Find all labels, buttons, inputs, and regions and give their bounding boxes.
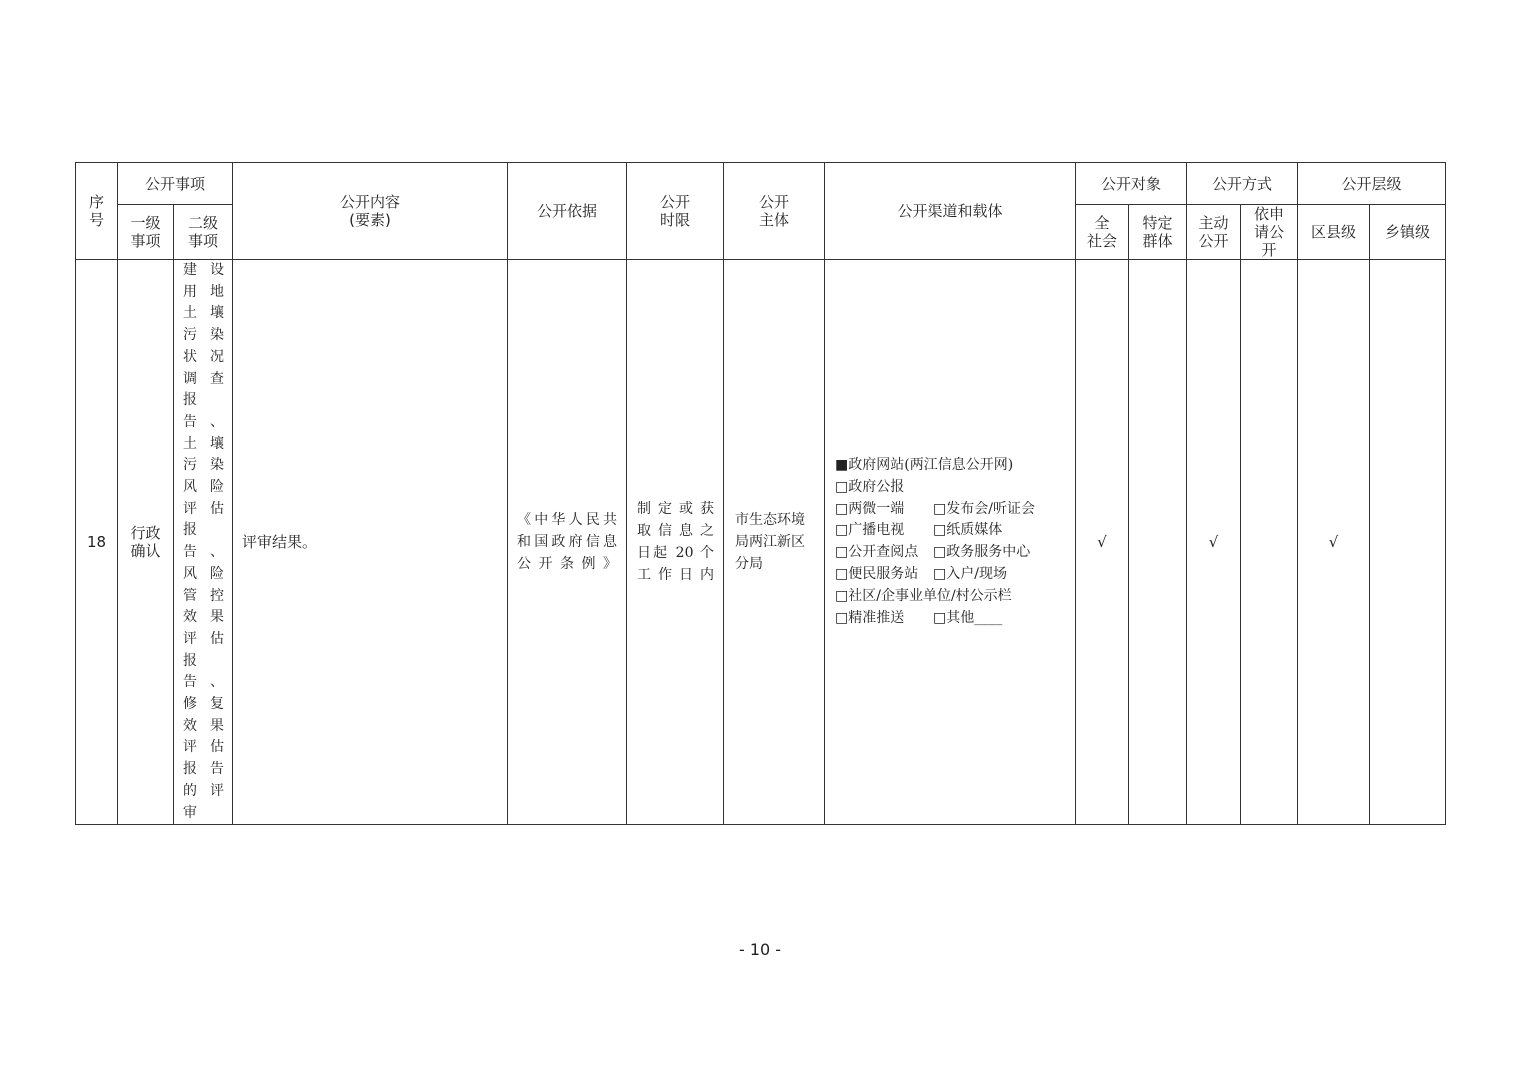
row-basis-text bbox=[517, 509, 617, 575]
channel-option: □其他____ bbox=[933, 609, 1003, 626]
channel-option-line bbox=[835, 477, 1075, 499]
table-row bbox=[76, 260, 1446, 825]
header-method-request-label: 依申 请公 开 bbox=[1254, 205, 1285, 259]
header-target-specific bbox=[1129, 205, 1187, 260]
header-content bbox=[233, 163, 508, 260]
channel-option-line bbox=[835, 499, 1075, 521]
row-time-limit-text bbox=[637, 498, 714, 586]
text-line: 报告、 bbox=[183, 522, 225, 561]
channel-option: □公开查阅点 bbox=[835, 544, 919, 561]
text-line: 风险 bbox=[183, 565, 225, 582]
text-line: 报告 bbox=[183, 761, 225, 778]
text-line: 取信息之 bbox=[637, 523, 715, 540]
header-subject bbox=[724, 163, 825, 260]
header-matter-l1-label: 一级 事项 bbox=[130, 214, 161, 250]
text-line: 土壤 bbox=[183, 435, 225, 452]
text-line: 污染 bbox=[183, 327, 225, 344]
row-time-limit bbox=[627, 260, 724, 825]
text-line: 评估 bbox=[183, 630, 225, 647]
text-line: 风险 bbox=[183, 479, 225, 496]
row-channels bbox=[825, 260, 1076, 825]
channel-option: □发布会/听证会 bbox=[933, 500, 1035, 517]
channel-option-line bbox=[835, 586, 1075, 608]
header-matter-l1 bbox=[118, 205, 174, 260]
channel-option: □社区/企事业单位/村公示栏 bbox=[835, 587, 1012, 604]
header-level-county: 区县级 bbox=[1298, 205, 1370, 260]
text-line: 效果 bbox=[183, 609, 225, 626]
channel-option-line bbox=[835, 564, 1075, 586]
row-level-town bbox=[1370, 260, 1446, 825]
channel-list bbox=[825, 455, 1075, 629]
channel-option: □广播电视 bbox=[835, 522, 905, 539]
text-line: 建设 bbox=[183, 262, 225, 278]
text-line: 污染 bbox=[183, 457, 225, 474]
row-matter-l2 bbox=[174, 260, 233, 825]
page-number: - 10 - bbox=[738, 940, 782, 959]
header-subject-label: 公开 主体 bbox=[759, 193, 790, 229]
text-line: 工作日内 bbox=[637, 567, 715, 584]
row-method-request bbox=[1241, 260, 1298, 825]
text-line: 评估 bbox=[183, 500, 225, 517]
header-seq bbox=[76, 163, 118, 260]
text-line: 土壤 bbox=[183, 305, 225, 322]
channel-option-line bbox=[835, 455, 1075, 477]
row-target-all: √ bbox=[1076, 260, 1129, 825]
channel-option-line bbox=[835, 542, 1075, 564]
text-line: 日起 20 个 bbox=[637, 545, 715, 562]
channel-option: □入户/现场 bbox=[933, 565, 1007, 582]
header-channel: 公开渠道和载体 bbox=[825, 163, 1076, 260]
header-method-active bbox=[1187, 205, 1241, 260]
header-target-specific-label: 特定 群体 bbox=[1142, 214, 1173, 250]
header-method-request bbox=[1241, 205, 1298, 260]
text-line: 用地 bbox=[183, 283, 225, 300]
header-level-town: 乡镇级 bbox=[1370, 205, 1446, 260]
header-target-all-label: 全 社会 bbox=[1087, 214, 1118, 250]
header-time-limit bbox=[627, 163, 724, 260]
header-basis: 公开依据 bbox=[508, 163, 627, 260]
text-line: 调查 bbox=[183, 370, 225, 387]
text-line: 效果 bbox=[183, 717, 225, 734]
text-line: 评估 bbox=[183, 739, 225, 756]
text-line: 报告、 bbox=[183, 392, 225, 430]
row-matter-l1-label: 行政 确认 bbox=[130, 524, 161, 561]
header-time-limit-label: 公开 时限 bbox=[660, 193, 691, 229]
channel-option-line bbox=[835, 520, 1075, 542]
header-matter: 公开事项 bbox=[118, 163, 233, 205]
text-line: 报告、 bbox=[183, 652, 225, 691]
text-line: 公开条例》 bbox=[517, 556, 618, 573]
row-basis bbox=[508, 260, 627, 825]
row-matter-l1 bbox=[118, 260, 174, 825]
channel-option: □纸质媒体 bbox=[933, 522, 1003, 539]
channel-option-line bbox=[835, 608, 1075, 630]
disclosure-table bbox=[75, 162, 1446, 825]
header-target: 公开对象 bbox=[1076, 163, 1187, 205]
text-line: 分局 bbox=[735, 556, 764, 573]
text-line: 和国政府信息 bbox=[517, 534, 618, 551]
header-matter-l2-label: 二级 事项 bbox=[188, 214, 219, 250]
header-method: 公开方式 bbox=[1187, 163, 1298, 205]
header-content-label: 公开内容 (要素) bbox=[340, 193, 401, 229]
text-line: 的评 bbox=[183, 782, 225, 799]
header-seq-label: 序 号 bbox=[88, 193, 104, 229]
text-line: 市生态环境 bbox=[735, 512, 806, 529]
channel-option: □两微一端 bbox=[835, 500, 905, 517]
row-method-active: √ bbox=[1187, 260, 1241, 825]
header-matter-l2 bbox=[174, 205, 233, 260]
text-line: 制定或获 bbox=[637, 501, 715, 518]
row-level-county: √ bbox=[1298, 260, 1370, 825]
channel-option: □精准推送 bbox=[835, 609, 905, 626]
channel-option: □便民服务站 bbox=[835, 565, 919, 582]
channel-option: □政府公报 bbox=[835, 478, 905, 495]
channel-option: □政务服务中心 bbox=[933, 544, 1031, 561]
row-seq: 18 bbox=[76, 260, 118, 825]
text-line: 管控 bbox=[183, 587, 225, 604]
text-line: 状况 bbox=[183, 348, 225, 365]
text-line: 局两江新区 bbox=[735, 534, 806, 551]
header-method-active-label: 主动 公开 bbox=[1198, 214, 1229, 250]
row-target-specific bbox=[1129, 260, 1187, 825]
channel-option: ■政府网站(两江信息公开网) bbox=[835, 456, 1014, 473]
text-line: 修复 bbox=[183, 696, 225, 713]
text-line: 审 bbox=[183, 804, 197, 821]
header-target-all bbox=[1076, 205, 1129, 260]
text-line: 《中华人民共 bbox=[517, 512, 618, 529]
row-subject bbox=[724, 260, 825, 825]
row-content: 评审结果。 bbox=[233, 260, 508, 825]
header-row-1 bbox=[76, 163, 1446, 205]
header-level: 公开层级 bbox=[1298, 163, 1446, 205]
row-subject-text bbox=[735, 509, 815, 575]
row-matter-l2-text bbox=[174, 260, 232, 824]
